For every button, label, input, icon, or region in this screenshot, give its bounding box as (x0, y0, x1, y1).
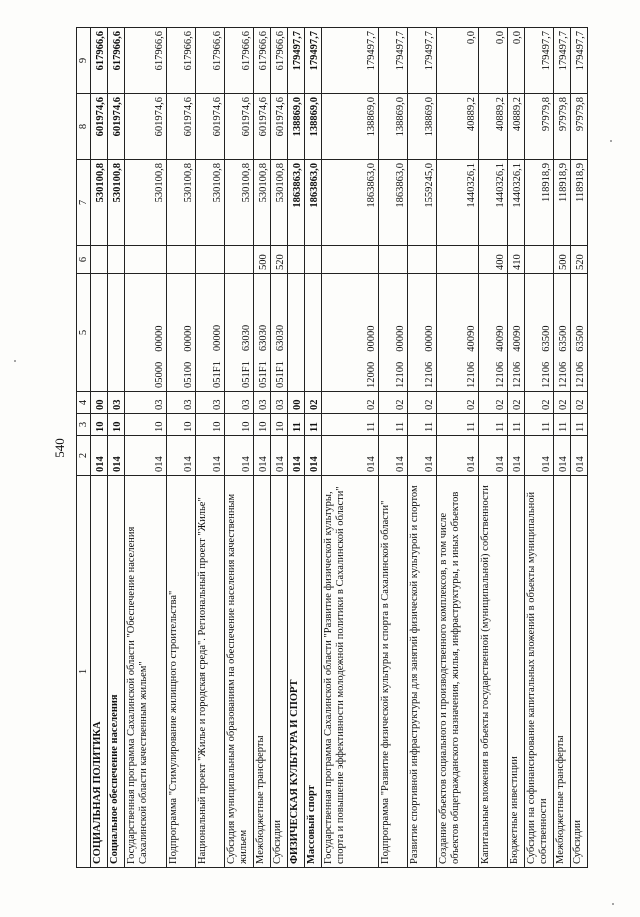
program-code: 12106 (466, 361, 477, 388)
scan-speck (610, 140, 612, 142)
table-row (91, 28, 108, 868)
amount-year-2: 601974,6 (167, 94, 196, 160)
section-code: 10 (91, 414, 108, 436)
subsection-code: 02 (508, 392, 525, 414)
amount-year-2: 138869,0 (288, 94, 305, 160)
amount-year-1: 1440326,1 (437, 160, 479, 246)
amount-year-1: 1440326,1 (508, 160, 525, 246)
amount-year-3: 0,0 (508, 28, 525, 94)
target-article (196, 274, 225, 392)
section-code: 10 (167, 414, 196, 436)
amount-year-2: 601974,6 (271, 94, 288, 160)
amount-year-3: 0,0 (479, 28, 508, 94)
amount-year-3: 617966,6 (196, 28, 225, 94)
amount-year-2: 138869,0 (305, 94, 322, 160)
ministry-code: 014 (571, 436, 588, 476)
row-name: Национальный проект "Жилье и городская среда". Региональный проект "Жилье" (196, 476, 225, 868)
column-number: 2 (77, 436, 91, 476)
amount-year-2: 97979,8 (571, 94, 588, 160)
expense-type (108, 246, 125, 274)
target-article (437, 274, 479, 392)
direction-code: 63030 (258, 324, 269, 352)
amount-year-2: 40889,2 (508, 94, 525, 160)
target-article (408, 274, 437, 392)
subsection-code: 03 (196, 392, 225, 414)
expense-type (305, 246, 322, 274)
section-code: 11 (479, 414, 508, 436)
row-name: Межбюджетные трансферты (254, 476, 271, 868)
expense-type: 520 (271, 246, 288, 274)
page-number: 540 (52, 438, 67, 458)
target-article (525, 274, 554, 392)
expense-type: 500 (254, 246, 271, 274)
direction-code: 63030 (241, 324, 252, 352)
amount-year-2: 601974,6 (254, 94, 271, 160)
amount-year-1: 1559245,0 (408, 160, 437, 246)
direction-code: 00000 (183, 325, 194, 352)
subsection-code: 03 (271, 392, 288, 414)
target-article (91, 274, 108, 392)
target-article (508, 274, 525, 392)
row-name: Социальное обеспечение населения (108, 476, 125, 868)
direction-code: 63500 (575, 325, 586, 352)
amount-year-1: 530100,8 (271, 160, 288, 246)
ministry-code: 014 (125, 436, 167, 476)
amount-year-2: 601974,6 (225, 94, 254, 160)
program-code: 12106 (424, 361, 435, 388)
target-article (125, 274, 167, 392)
row-name: Государственная программа Сахалинской области "Обеспечение населения Сахалинской области качественным жильем" (125, 476, 167, 868)
target-article (167, 274, 196, 392)
direction-code: 00000 (212, 324, 223, 352)
table-row (554, 28, 571, 868)
section-code: 10 (271, 414, 288, 436)
budget-table (76, 27, 588, 868)
amount-year-1: 118918,9 (554, 160, 571, 246)
expense-type: 410 (508, 246, 525, 274)
amount-year-1: 530100,8 (108, 160, 125, 246)
ministry-code: 014 (437, 436, 479, 476)
expense-type (288, 246, 305, 274)
scan-speck (14, 360, 16, 362)
subsection-code: 02 (305, 392, 322, 414)
subsection-code: 03 (225, 392, 254, 414)
section-code: 10 (125, 414, 167, 436)
ministry-code: 014 (271, 436, 288, 476)
program-code: 12106 (558, 361, 569, 388)
expense-type (437, 246, 479, 274)
direction-code: 40090 (466, 325, 477, 352)
direction-code: 40090 (495, 325, 506, 352)
ministry-code: 014 (479, 436, 508, 476)
table-row (508, 28, 525, 868)
ministry-code: 014 (196, 436, 225, 476)
target-article (288, 274, 305, 392)
row-name: Бюджетные инвестиции (508, 476, 525, 868)
row-name: Субсидии (271, 476, 288, 868)
column-number: 7 (77, 160, 91, 246)
program-code: 12000 (366, 361, 377, 388)
ministry-code: 014 (91, 436, 108, 476)
subsection-code: 03 (108, 392, 125, 414)
amount-year-3: 179497,7 (288, 28, 305, 94)
amount-year-3: 617966,6 (225, 28, 254, 94)
amount-year-3: 617966,6 (125, 28, 167, 94)
column-number: 6 (77, 246, 91, 274)
column-number: 5 (77, 274, 91, 392)
table-row (408, 28, 437, 868)
section-code: 11 (288, 414, 305, 436)
target-article (225, 274, 254, 392)
column-number: 9 (77, 28, 91, 94)
amount-year-2: 601974,6 (196, 94, 225, 160)
amount-year-3: 179497,7 (408, 28, 437, 94)
ministry-code: 014 (508, 436, 525, 476)
target-article (254, 274, 271, 392)
ministry-code: 014 (167, 436, 196, 476)
subsection-code: 02 (479, 392, 508, 414)
expense-type: 500 (554, 246, 571, 274)
amount-year-2: 601974,6 (108, 94, 125, 160)
section-code: 11 (408, 414, 437, 436)
expense-type (525, 246, 554, 274)
row-name: Государственная программа Сахалинской области "Развитие физической культуры, спорта и повышение эффективности молодежной политики в Сахалинской области" (322, 476, 379, 868)
target-article (108, 274, 125, 392)
table-row (125, 28, 167, 868)
program-code: 12106 (541, 361, 552, 388)
amount-year-2: 601974,6 (91, 94, 108, 160)
section-code: 10 (225, 414, 254, 436)
subsection-code: 02 (322, 392, 379, 414)
expense-type (408, 246, 437, 274)
target-article (479, 274, 508, 392)
table-row (254, 28, 271, 868)
amount-year-2: 138869,0 (379, 94, 408, 160)
section-code: 10 (108, 414, 125, 436)
subsection-code: 02 (554, 392, 571, 414)
amount-year-3: 0,0 (437, 28, 479, 94)
table-row (288, 28, 305, 868)
section-code: 10 (196, 414, 225, 436)
ministry-code: 014 (254, 436, 271, 476)
direction-code: 00000 (395, 325, 406, 352)
table-row (108, 28, 125, 868)
subsection-code: 00 (288, 392, 305, 414)
target-article (554, 274, 571, 392)
expense-type: 520 (571, 246, 588, 274)
amount-year-1: 1863863,0 (379, 160, 408, 246)
program-code: 051F1 (241, 361, 252, 388)
direction-code: 40090 (512, 325, 523, 352)
target-article (271, 274, 288, 392)
expense-type (125, 246, 167, 274)
section-code: 11 (305, 414, 322, 436)
amount-year-1: 1440326,1 (479, 160, 508, 246)
amount-year-2: 138869,0 (322, 94, 379, 160)
amount-year-3: 179497,7 (554, 28, 571, 94)
amount-year-3: 617966,6 (271, 28, 288, 94)
expense-type (225, 246, 254, 274)
table-body (77, 28, 588, 868)
amount-year-3: 179497,7 (322, 28, 379, 94)
column-number: 1 (77, 476, 91, 868)
row-name: Подпрограмма "Развитие физической культуры и спорта в Сахалинской области" (379, 476, 408, 868)
table-row (167, 28, 196, 868)
table-row (271, 28, 288, 868)
expense-type: 400 (479, 246, 508, 274)
amount-year-3: 617966,6 (91, 28, 108, 94)
section-code: 11 (437, 414, 479, 436)
column-number-row (77, 28, 91, 868)
subsection-code: 02 (571, 392, 588, 414)
amount-year-1: 530100,8 (254, 160, 271, 246)
amount-year-3: 179497,7 (571, 28, 588, 94)
amount-year-2: 40889,2 (479, 94, 508, 160)
amount-year-1: 1863863,0 (288, 160, 305, 246)
amount-year-3: 617966,6 (108, 28, 125, 94)
row-name: Субсидия муниципальным образованиям на обеспечение населения качественным жильем (225, 476, 254, 868)
table-row (196, 28, 225, 868)
row-name: Субсидии на софинансирование капитальных вложений в объекты муниципальной собственности (525, 476, 554, 868)
table-row (571, 28, 588, 868)
expense-type (91, 246, 108, 274)
direction-code: 00000 (154, 325, 165, 352)
row-name: ФИЗИЧЕСКАЯ КУЛЬТУРА И СПОРТ (288, 476, 305, 868)
amount-year-2: 40889,2 (437, 94, 479, 160)
amount-year-2: 138869,0 (408, 94, 437, 160)
row-name: Межбюджетные трансферты (554, 476, 571, 868)
program-code: 12100 (395, 361, 406, 388)
program-code: 05100 (183, 361, 194, 388)
section-code: 10 (254, 414, 271, 436)
program-code: 051F1 (258, 361, 269, 388)
section-code: 11 (525, 414, 554, 436)
direction-code: 00000 (424, 325, 435, 352)
subsection-code: 02 (408, 392, 437, 414)
amount-year-3: 179497,7 (379, 28, 408, 94)
section-code: 11 (322, 414, 379, 436)
program-code: 051F1 (212, 361, 223, 388)
amount-year-2: 97979,8 (554, 94, 571, 160)
amount-year-2: 97979,8 (525, 94, 554, 160)
row-name: Капитальные вложения в объекты государственной (муниципальной) собственности (479, 476, 508, 868)
direction-code: 63030 (275, 324, 286, 352)
ministry-code: 014 (108, 436, 125, 476)
ministry-code: 014 (379, 436, 408, 476)
amount-year-3: 179497,7 (525, 28, 554, 94)
table-row (479, 28, 508, 868)
subsection-code: 02 (437, 392, 479, 414)
column-number: 8 (77, 94, 91, 160)
row-name: Субсидии (571, 476, 588, 868)
direction-code: 63500 (541, 325, 552, 352)
table-row (525, 28, 554, 868)
ministry-code: 014 (554, 436, 571, 476)
amount-year-1: 530100,8 (167, 160, 196, 246)
row-name: Массовый спорт (305, 476, 322, 868)
section-code: 11 (571, 414, 588, 436)
expense-type (379, 246, 408, 274)
direction-code: 63500 (558, 325, 569, 352)
amount-year-1: 118918,9 (571, 160, 588, 246)
rotated-content (52, 28, 623, 868)
ministry-code: 014 (322, 436, 379, 476)
row-name: Подпрограмма "Стимулирование жилищного строительства" (167, 476, 196, 868)
table-row (305, 28, 322, 868)
column-number: 4 (77, 392, 91, 414)
target-article (571, 274, 588, 392)
ministry-code: 014 (525, 436, 554, 476)
amount-year-1: 530100,8 (125, 160, 167, 246)
amount-year-1: 530100,8 (91, 160, 108, 246)
program-code: 12106 (512, 361, 523, 388)
program-code: 12106 (575, 361, 586, 388)
amount-year-2: 601974,6 (125, 94, 167, 160)
table-row (322, 28, 379, 868)
amount-year-1: 118918,9 (525, 160, 554, 246)
section-code: 11 (379, 414, 408, 436)
expense-type (322, 246, 379, 274)
table-row (379, 28, 408, 868)
subsection-code: 00 (91, 392, 108, 414)
ministry-code: 014 (288, 436, 305, 476)
column-number: 3 (77, 414, 91, 436)
row-name: СОЦИАЛЬНАЯ ПОЛИТИКА (91, 476, 108, 868)
expense-type (167, 246, 196, 274)
row-name: Создание объектов социального и производственного комплексов, в том числе объектов общегражданского назначения, жилья, инфраструктуры, и иных объектов (437, 476, 479, 868)
ministry-code: 014 (225, 436, 254, 476)
amount-year-1: 530100,8 (196, 160, 225, 246)
subsection-code: 03 (254, 392, 271, 414)
amount-year-1: 530100,8 (225, 160, 254, 246)
amount-year-1: 1863863,0 (322, 160, 379, 246)
amount-year-3: 179497,7 (305, 28, 322, 94)
subsection-code: 02 (379, 392, 408, 414)
table-row (437, 28, 479, 868)
expense-type (196, 246, 225, 274)
subsection-code: 03 (125, 392, 167, 414)
section-code: 11 (554, 414, 571, 436)
subsection-code: 03 (167, 392, 196, 414)
program-code: 051F1 (275, 361, 286, 388)
program-code: 05000 (154, 361, 165, 388)
amount-year-3: 617966,6 (167, 28, 196, 94)
target-article (379, 274, 408, 392)
subsection-code: 02 (525, 392, 554, 414)
target-article (305, 274, 322, 392)
ministry-code: 014 (305, 436, 322, 476)
ministry-code: 014 (408, 436, 437, 476)
target-article (322, 274, 379, 392)
program-code: 12106 (495, 361, 506, 388)
table-row (225, 28, 254, 868)
scan-speck (612, 903, 614, 905)
row-name: Развитие спортивной инфраструктуры для занятий физической культурой и спортом (408, 476, 437, 868)
amount-year-3: 617966,6 (254, 28, 271, 94)
section-code: 11 (508, 414, 525, 436)
amount-year-1: 1863863,0 (305, 160, 322, 246)
direction-code: 00000 (366, 325, 377, 352)
